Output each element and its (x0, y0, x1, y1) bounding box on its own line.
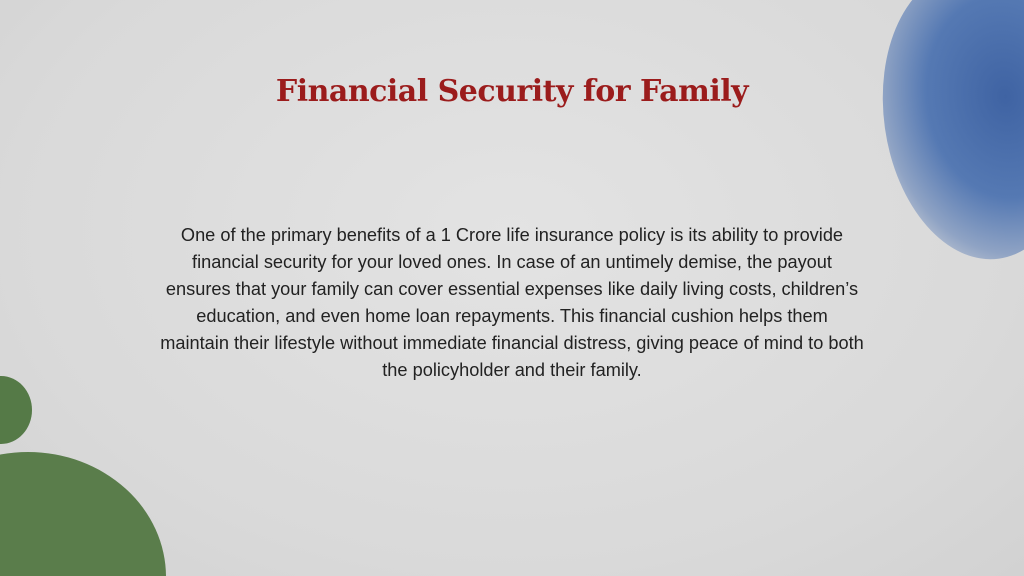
blue-decorative-shape (865, 0, 1024, 272)
small-green-decorative-shape (0, 376, 32, 444)
large-green-decorative-shape (0, 452, 166, 576)
slide-body-text: One of the primary benefits of a 1 Crore life insurance policy is its ability to provide financial security for your loved ones. In case of an untimely demise, the payout ensures that your family can cover essential expenses like daily living costs, children’s education, and even home loan repayments. This financial cushion helps them maintain their lifestyle without immediate financial distress, giving peace of mind to both the policyholder and their family. (160, 225, 864, 380)
slide-title: Financial Security for Family (275, 74, 749, 109)
